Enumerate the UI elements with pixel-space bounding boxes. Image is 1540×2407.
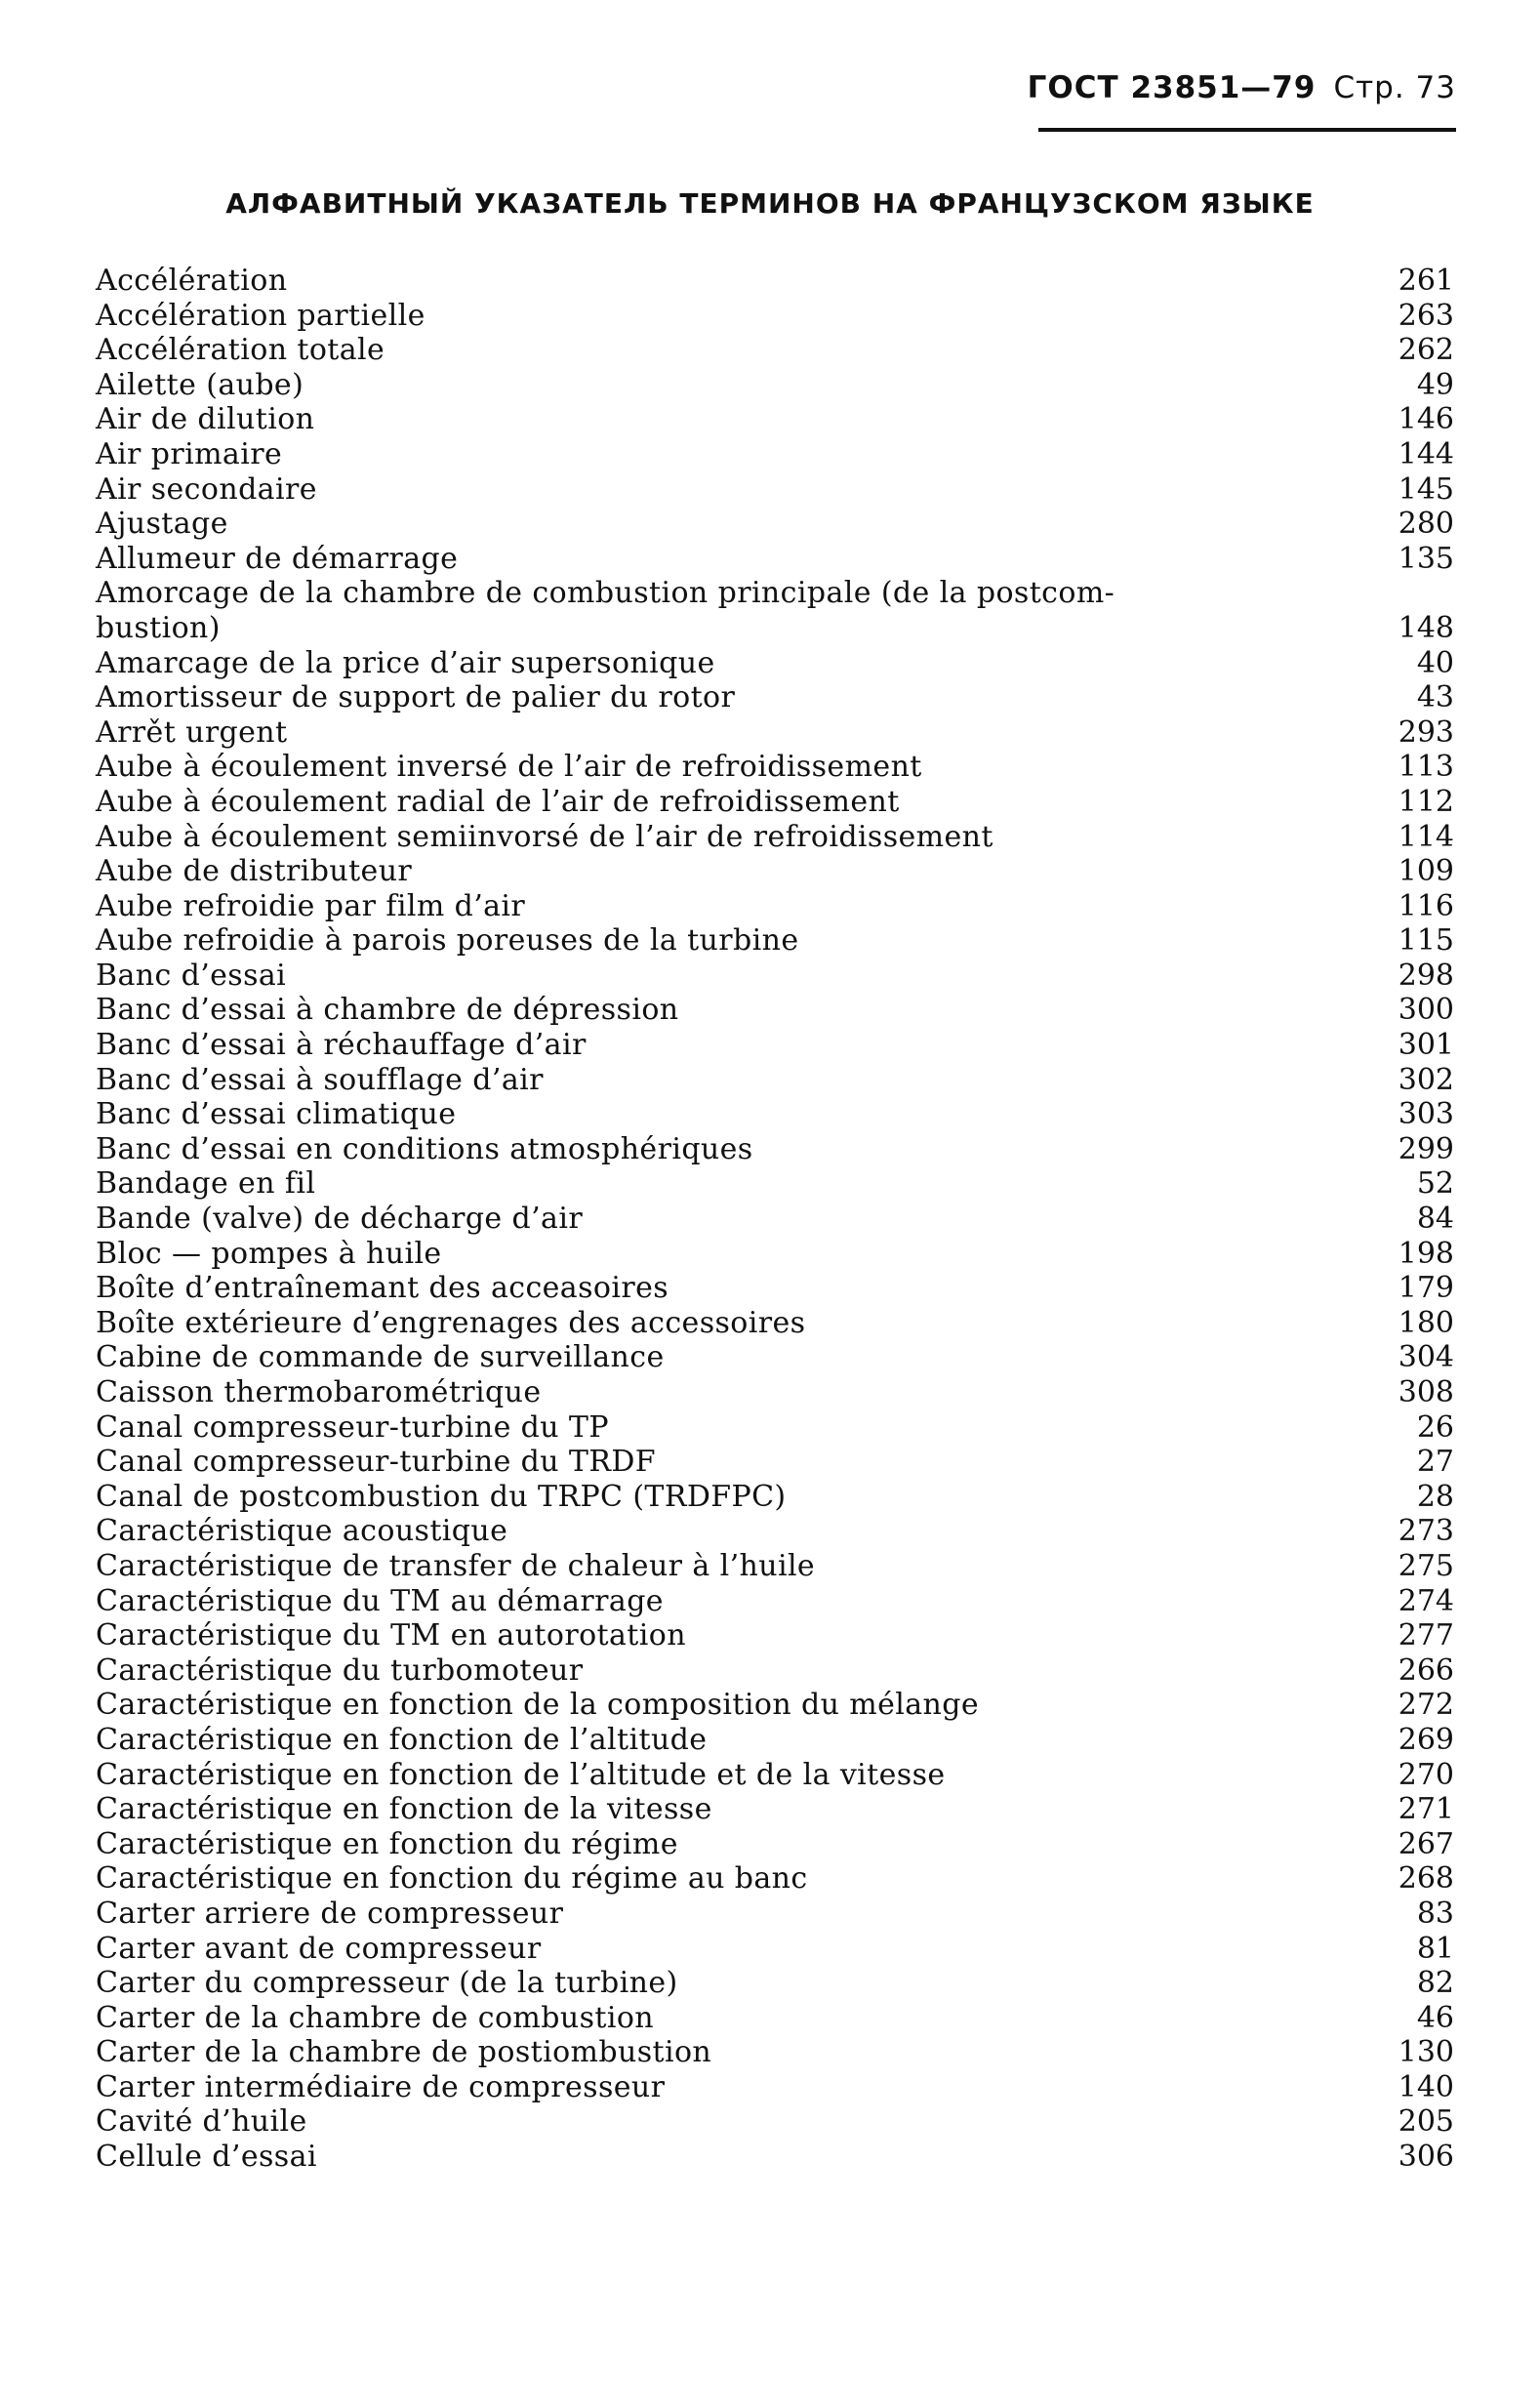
index-entry (96, 993, 1454, 1028)
entry-number: 43 (1416, 680, 1454, 715)
entry-number: 261 (1398, 264, 1454, 298)
entry-term: Caractéristique en fonction de la composition du mélange (96, 1688, 980, 1723)
entry-term: Canal de postcombustion du TRPC (TRDFPC) (96, 1479, 787, 1514)
entry-term: Amortisseur de support de palier du rotor (96, 680, 736, 715)
entry-term: Boîte d’entraînemant des acceasoires (96, 1271, 669, 1306)
index-entry (96, 1028, 1454, 1063)
entry-term: Caractéristique du TM en autorotation (96, 1618, 686, 1653)
index-entry (96, 1445, 1454, 1480)
entry-number: 301 (1398, 1028, 1454, 1063)
index-entry (96, 785, 1454, 820)
index-entry (96, 1202, 1454, 1237)
entry-term: Caractéristique en fonction de la vitesse (96, 1792, 712, 1827)
entry-number: 299 (1398, 1131, 1454, 1166)
entry-number: 40 (1416, 645, 1454, 680)
entry-term: Aube refroidie par film d’air (96, 888, 526, 923)
entry-term: Amorcage de la chambre de combustion principale (de la postcom- bustion) (96, 576, 1115, 645)
index-entry (96, 854, 1454, 889)
entry-term: Arrět urgent (96, 714, 288, 750)
entry-number: 271 (1398, 1792, 1454, 1827)
index-entry (96, 1549, 1454, 1584)
entry-term: Aube refroidie à parois poreuses de la turbine (96, 923, 799, 959)
entry-term: Ailette (aube) (96, 367, 304, 402)
entry-term: Accélération partielle (96, 298, 426, 333)
entry-number: 145 (1398, 471, 1454, 507)
entry-term: Caractéristique en fonction du régime (96, 1826, 678, 1861)
index-entry (96, 1166, 1454, 1202)
entry-term: Carter de la chambre de postiombustion (96, 2035, 712, 2070)
entry-number: 266 (1398, 1652, 1454, 1688)
index-entry (96, 923, 1454, 959)
entry-term: Banc d’essai en conditions atmosphériques (96, 1131, 753, 1166)
index-entry (96, 1237, 1454, 1272)
index-entry (96, 820, 1454, 855)
entry-term: Carter intermédiaire de compresseur (96, 2069, 666, 2104)
index-entry (96, 889, 1454, 924)
index-entry (96, 1306, 1454, 1341)
entry-term: Carter de la chambre de combustion (96, 2000, 655, 2035)
entry-number: 144 (1398, 436, 1454, 471)
index-entry (96, 1827, 1454, 1862)
entry-term: Aube à écoulement radial de l’air de refroidissement (96, 784, 900, 819)
entry-term: Banc d’essai à soufflage d’air (96, 1062, 544, 1097)
entry-term: Aube de distributeur (96, 854, 413, 889)
entry-number: 273 (1398, 1514, 1454, 1549)
entry-number: 262 (1398, 333, 1454, 368)
index-title: АЛФАВИТНЫЙ УКАЗАТЕЛЬ ТЕРМИНОВ НА ФРАНЦУЗСКОМ ЯЗЫКЕ (225, 187, 1315, 220)
entry-number: 146 (1398, 402, 1454, 437)
entry-number: 198 (1398, 1236, 1454, 1271)
entry-number: 205 (1398, 2104, 1454, 2140)
entry-number: 275 (1398, 1548, 1454, 1583)
entry-number: 28 (1416, 1479, 1454, 1514)
entry-number: 148 (1398, 610, 1454, 645)
entry-term: Boîte extérieure d’engrenages des accessoires (96, 1305, 806, 1340)
entry-number: 49 (1416, 367, 1454, 402)
index-entry (96, 1932, 1454, 1967)
index-entry (96, 2104, 1454, 2140)
entry-number: 263 (1398, 298, 1454, 333)
entry-term: Banc d’essai climatique (96, 1097, 457, 1132)
entry-term: Air de dilution (96, 402, 315, 437)
entry-number: 280 (1398, 507, 1454, 542)
entry-number: 27 (1416, 1445, 1454, 1480)
index-entry (96, 472, 1454, 508)
index-entry (96, 1097, 1454, 1132)
entry-term: Air primaire (96, 436, 283, 471)
index-entry (96, 2001, 1454, 2036)
entry-number: 267 (1398, 1826, 1454, 1861)
entry-number: 116 (1398, 888, 1454, 923)
entry-number: 109 (1398, 854, 1454, 889)
page-number: Стр. 73 (1333, 70, 1456, 105)
index-entry (96, 1688, 1454, 1723)
page-header (1028, 70, 1456, 105)
entry-term: Ajustage (96, 507, 228, 542)
entry-number: 304 (1398, 1340, 1454, 1375)
entry-number: 135 (1398, 541, 1454, 576)
entry-term: Caractéristique en fonction du régime au banc (96, 1861, 808, 1897)
entry-term: Bloc — pompes à huile (96, 1236, 442, 1271)
index-entry (96, 1584, 1454, 1619)
index-entry (96, 368, 1454, 403)
index-entry (96, 507, 1454, 542)
entry-number: 82 (1416, 1966, 1454, 2001)
entry-number: 81 (1416, 1931, 1454, 1966)
entry-term: Caractéristique du TM au démarrage (96, 1583, 664, 1618)
entry-term: Carter avant de compresseur (96, 1931, 542, 1966)
entry-number: 113 (1398, 750, 1454, 785)
entry-term: Accélération totale (96, 333, 385, 368)
entry-number: 300 (1398, 993, 1454, 1028)
index-entry (96, 1480, 1454, 1515)
index-entry (96, 1792, 1454, 1827)
index-entry (96, 542, 1454, 577)
entry-number: 180 (1398, 1305, 1454, 1340)
entry-term: Caractéristique en fonction de l’altitude (96, 1722, 708, 1757)
entry-term: Amarcage de la price d’air supersonique (96, 645, 715, 680)
entry-term: Bandage en fil (96, 1166, 316, 1202)
index-entry (96, 1375, 1454, 1410)
entry-term: Cabine de commande de surveillance (96, 1340, 665, 1375)
entry-number: 115 (1398, 923, 1454, 959)
entry-number: 130 (1398, 2035, 1454, 2070)
entry-term: Cellule d’essai (96, 2140, 317, 2175)
index-entry (96, 680, 1454, 715)
entry-number: 272 (1398, 1688, 1454, 1723)
index-entry (96, 576, 1454, 645)
standard-number: ГОСТ 23851—79 (1027, 70, 1317, 105)
index-entry (96, 437, 1454, 472)
index-entry (96, 750, 1454, 785)
entry-term: Aube à écoulement inversé de l’air de refroidissement (96, 750, 922, 785)
index-entry (96, 1063, 1454, 1098)
entry-term: Carter du compresseur (de la turbine) (96, 1966, 678, 2001)
index-entry (96, 299, 1454, 334)
entry-number: 46 (1416, 2000, 1454, 2035)
index-entry (96, 1758, 1454, 1793)
header-rule (1038, 128, 1456, 132)
entry-number: 269 (1398, 1722, 1454, 1757)
entry-term: Banc d’essai à réchauffage d’air (96, 1028, 587, 1063)
index-entry (96, 1653, 1454, 1689)
index-entry (96, 959, 1454, 994)
entry-number: 308 (1398, 1375, 1454, 1409)
index-entry (96, 402, 1454, 437)
entry-term: Bande (valve) de décharge d’air (96, 1202, 584, 1237)
index-entry (96, 1514, 1454, 1549)
entry-term: Caisson thermobarométrique (96, 1375, 542, 1409)
entry-number: 179 (1398, 1271, 1454, 1306)
entry-number: 277 (1398, 1618, 1454, 1653)
index-entry (96, 2070, 1454, 2105)
index-entries (96, 264, 1454, 2175)
entry-term: Caractéristique acoustique (96, 1514, 508, 1549)
index-entry (96, 1618, 1454, 1653)
index-entry (96, 646, 1454, 681)
entry-number: 302 (1398, 1062, 1454, 1097)
index-entry (96, 715, 1454, 751)
index-entry (96, 1897, 1454, 1932)
entry-number: 83 (1416, 1896, 1454, 1931)
index-entry (96, 1966, 1454, 2001)
entry-term: Banc d’essai (96, 958, 287, 993)
index-entry (96, 2140, 1454, 2175)
entry-number: 26 (1416, 1409, 1454, 1445)
entry-number: 52 (1416, 1166, 1454, 1202)
entry-number: 303 (1398, 1097, 1454, 1132)
entry-term: Cavité d’huile (96, 2104, 307, 2140)
entry-number: 306 (1398, 2140, 1454, 2175)
index-entry (96, 2035, 1454, 2070)
index-entry (96, 333, 1454, 368)
entry-term: Accélération (96, 264, 288, 298)
entry-term: Canal compresseur-turbine du TRDF (96, 1445, 656, 1480)
index-entry (96, 1340, 1454, 1375)
entry-term: Caractéristique en fonction de l’altitude et de la vitesse (96, 1757, 946, 1792)
entry-term: Allumeur de démarrage (96, 541, 459, 576)
entry-number: 268 (1398, 1861, 1454, 1897)
index-entry (96, 1410, 1454, 1446)
entry-term: Banc d’essai à chambre de dépression (96, 993, 679, 1028)
entry-number: 112 (1398, 784, 1454, 819)
entry-number: 298 (1398, 958, 1454, 993)
entry-number: 114 (1398, 819, 1454, 854)
index-entry (96, 1723, 1454, 1758)
entry-number: 274 (1398, 1583, 1454, 1618)
index-entry (96, 1861, 1454, 1897)
entry-number: 84 (1416, 1202, 1454, 1237)
entry-term: Caractéristique de transfer de chaleur à l’huile (96, 1548, 816, 1583)
entry-term: Canal compresseur-turbine du TP (96, 1409, 609, 1445)
entry-number: 293 (1398, 714, 1454, 750)
entry-number: 140 (1398, 2069, 1454, 2104)
entry-term: Carter arriere de compresseur (96, 1896, 564, 1931)
entry-term: Air secondaire (96, 471, 317, 507)
index-entry (96, 264, 1454, 299)
entry-number: 270 (1398, 1757, 1454, 1792)
entry-term: Caractéristique du turbomoteur (96, 1652, 584, 1688)
index-entry (96, 1132, 1454, 1167)
index-entry (96, 1271, 1454, 1306)
entry-term: Aube à écoulement semiinvorsé de l’air de refroidissement (96, 819, 993, 854)
